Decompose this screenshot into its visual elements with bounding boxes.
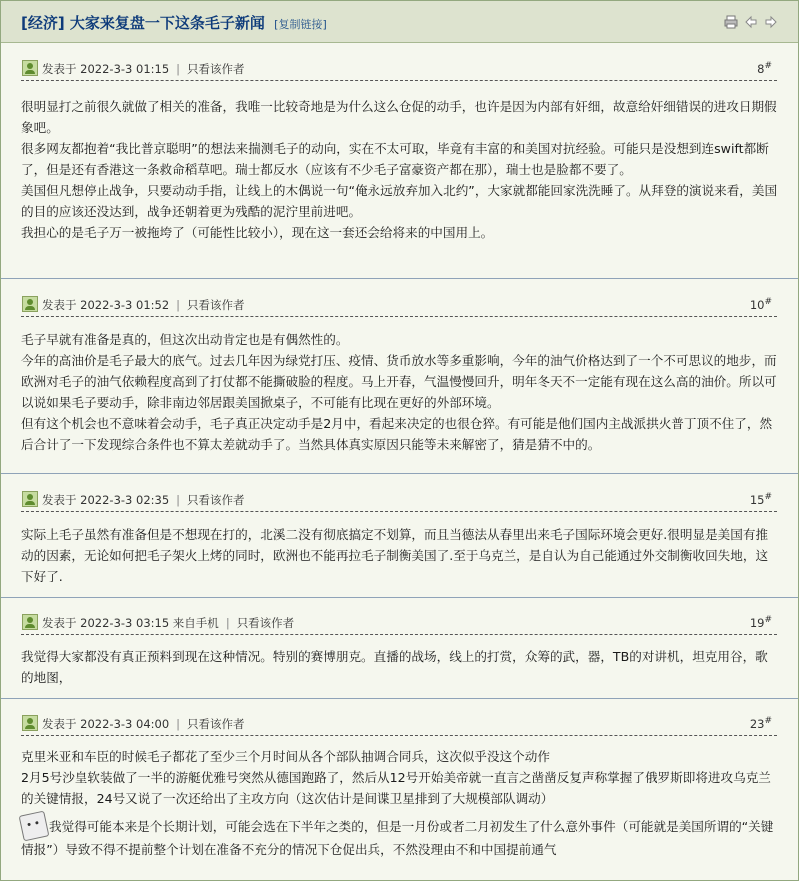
- post-paragraph: 但有这个机会也不意味着会动手，毛子真正决定动手是2月中，看起来决定的也很仓猝。有可能是他们国内主战派拱火普丁顶不住了，然后合计了一下发现综合条件也不算太差就动手了。当然具体真实原因只能等未来解密了，猜是猜不中的。: [21, 416, 773, 452]
- post-time: 发表于 2022-3-3 04:00: [42, 717, 170, 731]
- post: [1, 44, 798, 279]
- post: [1, 700, 798, 881]
- post-header: [21, 484, 777, 512]
- floor-number[interactable]: 10#: [749, 297, 772, 312]
- thread-title: [21, 12, 327, 33]
- post-meta: 发表于 2022-3-3 02:35 | 只看该作者: [42, 493, 245, 507]
- post: [1, 280, 798, 474]
- post-meta: 发表于 2022-3-3 04:00 | 只看该作者: [42, 717, 245, 731]
- next-icon[interactable]: [764, 14, 778, 28]
- post-meta: 发表于 2022-3-3 01:15 | 只看该作者: [42, 62, 245, 76]
- only-author-link[interactable]: 只看该作者: [187, 717, 245, 731]
- user-icon[interactable]: [22, 296, 38, 312]
- post-paragraph: 美国但凡想停止战争，只要动动手指，让线上的木偶说一句“俺永远放弃加入北约”，大家就都能回家洗洗睡了。从拜登的演说来看，美国的目的应该还没达到，战争还朝着更为残酷的泥泞里前进吧。: [21, 183, 778, 219]
- post-header: [21, 289, 777, 317]
- post-meta: 发表于 2022-3-3 01:52 | 只看该作者: [42, 298, 245, 312]
- post-paragraph: 2月5号沙皇软装做了一半的游艇优雅号突然从德国跑路了，然后从12号开始美帝就一直言之凿凿反复声称掌握了俄罗斯即将进攻乌克兰的关键情报，24号又说了一次还给出了主攻方向（这次估计是间谍卫星排到了大规模部队调动）: [21, 770, 771, 806]
- post-content: [21, 746, 779, 860]
- only-author-link[interactable]: 只看该作者: [187, 62, 245, 76]
- copy-link[interactable]: [复制链接]: [274, 18, 327, 31]
- thread-header: [1, 1, 798, 43]
- post-paragraph: 今年的高油价是毛子最大的底气。过去几年因为绿党打压、疫情、货币放水等多重影响，今年的油气价格达到了一个不可思议的地步，而欧洲对毛子的油气依赖程度高到了打仗都不能撕破脸的程度。马上开春，气温慢慢回升，明年冬天不一定能有现在这么高的油价。所以可以说如果毛子要动手，除非南边邻居跟美国掀桌子，不可能有比现在更好的外部环境。: [21, 353, 777, 410]
- post-paragraph: 我担心的是毛子万一被拖垮了（可能性比较小），现在这一套还会给将来的中国用上。: [21, 225, 494, 240]
- post-time: 发表于 2022-3-3 01:52: [42, 298, 170, 312]
- emoticon-icon: [19, 811, 50, 842]
- floor-number[interactable]: 8#: [757, 61, 772, 76]
- post-paragraph: 毛子早就有准备是真的，但这次出动肯定也是有偶然性的。: [21, 332, 349, 347]
- post-content: [21, 646, 779, 688]
- post-paragraph: 我觉得可能本来是个长期计划，可能会选在下半年之类的，但是一月份或者二月初发生了什么意外事件（可能就是美国所谓的“关键情报”）导致不得不提前整个计划在准备不充分的情况下仓促出兵，不然没理由不和中国提前通气: [21, 819, 774, 857]
- post: [1, 475, 798, 598]
- post-header: [21, 708, 777, 736]
- post-time: 发表于 2022-3-3 01:15: [42, 62, 170, 76]
- post-header: [21, 53, 777, 81]
- post-content: [21, 329, 779, 455]
- thread-title-text: [经济] 大家来复盘一下这条毛子新闻: [21, 14, 265, 32]
- post-content: [21, 96, 779, 243]
- post: [1, 599, 798, 699]
- post-paragraph-with-emoticon: [21, 813, 779, 860]
- user-icon[interactable]: [22, 60, 38, 76]
- user-icon[interactable]: [22, 491, 38, 507]
- post-header: [21, 607, 777, 635]
- only-author-link[interactable]: 只看该作者: [187, 493, 245, 507]
- only-author-link[interactable]: 只看该作者: [187, 298, 245, 312]
- floor-number[interactable]: 23#: [749, 716, 772, 731]
- post-meta: 发表于 2022-3-3 03:15 来自手机 | 只看该作者: [42, 616, 295, 630]
- post-paragraph: 我觉得大家都没有真正预料到现在这种情况。特别的赛博朋克。直播的战场，线上的打赏，众筹的武，器，TB的对讲机，坦克用谷，歌的地图，: [21, 649, 768, 685]
- post-paragraph: 克里米亚和车臣的时候毛子都花了至少三个月时间从各个部队抽调合同兵，这次似乎没这个动作: [21, 749, 550, 764]
- floor-number[interactable]: 15#: [749, 492, 772, 507]
- post-paragraph: 很多网友都抱着“我比普京聪明”的想法来揣测毛子的动向，实在不太可取，毕竟有丰富的和美国对抗经验。可能只是没想到连swift都断了，但是还有香港这一条救命稻草吧。瑞士都反水（应该有不少毛子富豪资产都在那），瑞士也是脸都不要了。: [21, 141, 769, 177]
- post-time: 发表于 2022-3-3 02:35: [42, 493, 170, 507]
- user-icon[interactable]: [22, 715, 38, 731]
- prev-icon[interactable]: [744, 14, 758, 28]
- thread-tools: [724, 14, 778, 28]
- post-content: [21, 524, 779, 587]
- post-paragraph: 很明显打之前很久就做了相关的准备，我唯一比较奇地是为什么这么仓促的动手，也许是因为内部有奸细，故意给奸细错误的进攻日期假象吧。: [21, 99, 777, 135]
- floor-number[interactable]: 19#: [749, 615, 772, 630]
- post-time: 发表于 2022-3-3 03:15 来自手机: [42, 616, 219, 630]
- post-paragraph: 实际上毛子虽然有准备但是不想现在打的，北溪二没有彻底搞定不划算，而且当德法从春里出来毛子国际环境会更好.很明显是美国有推动的因素，无论如何把毛子架火上烤的同时，欧洲也不能再拉毛子制衡美国了.至于乌克兰，是自认为自己能通过外交制衡收回失地，这下好了.: [21, 527, 769, 584]
- only-author-link[interactable]: 只看该作者: [236, 616, 295, 630]
- print-icon[interactable]: [724, 14, 738, 28]
- user-icon[interactable]: [22, 614, 38, 630]
